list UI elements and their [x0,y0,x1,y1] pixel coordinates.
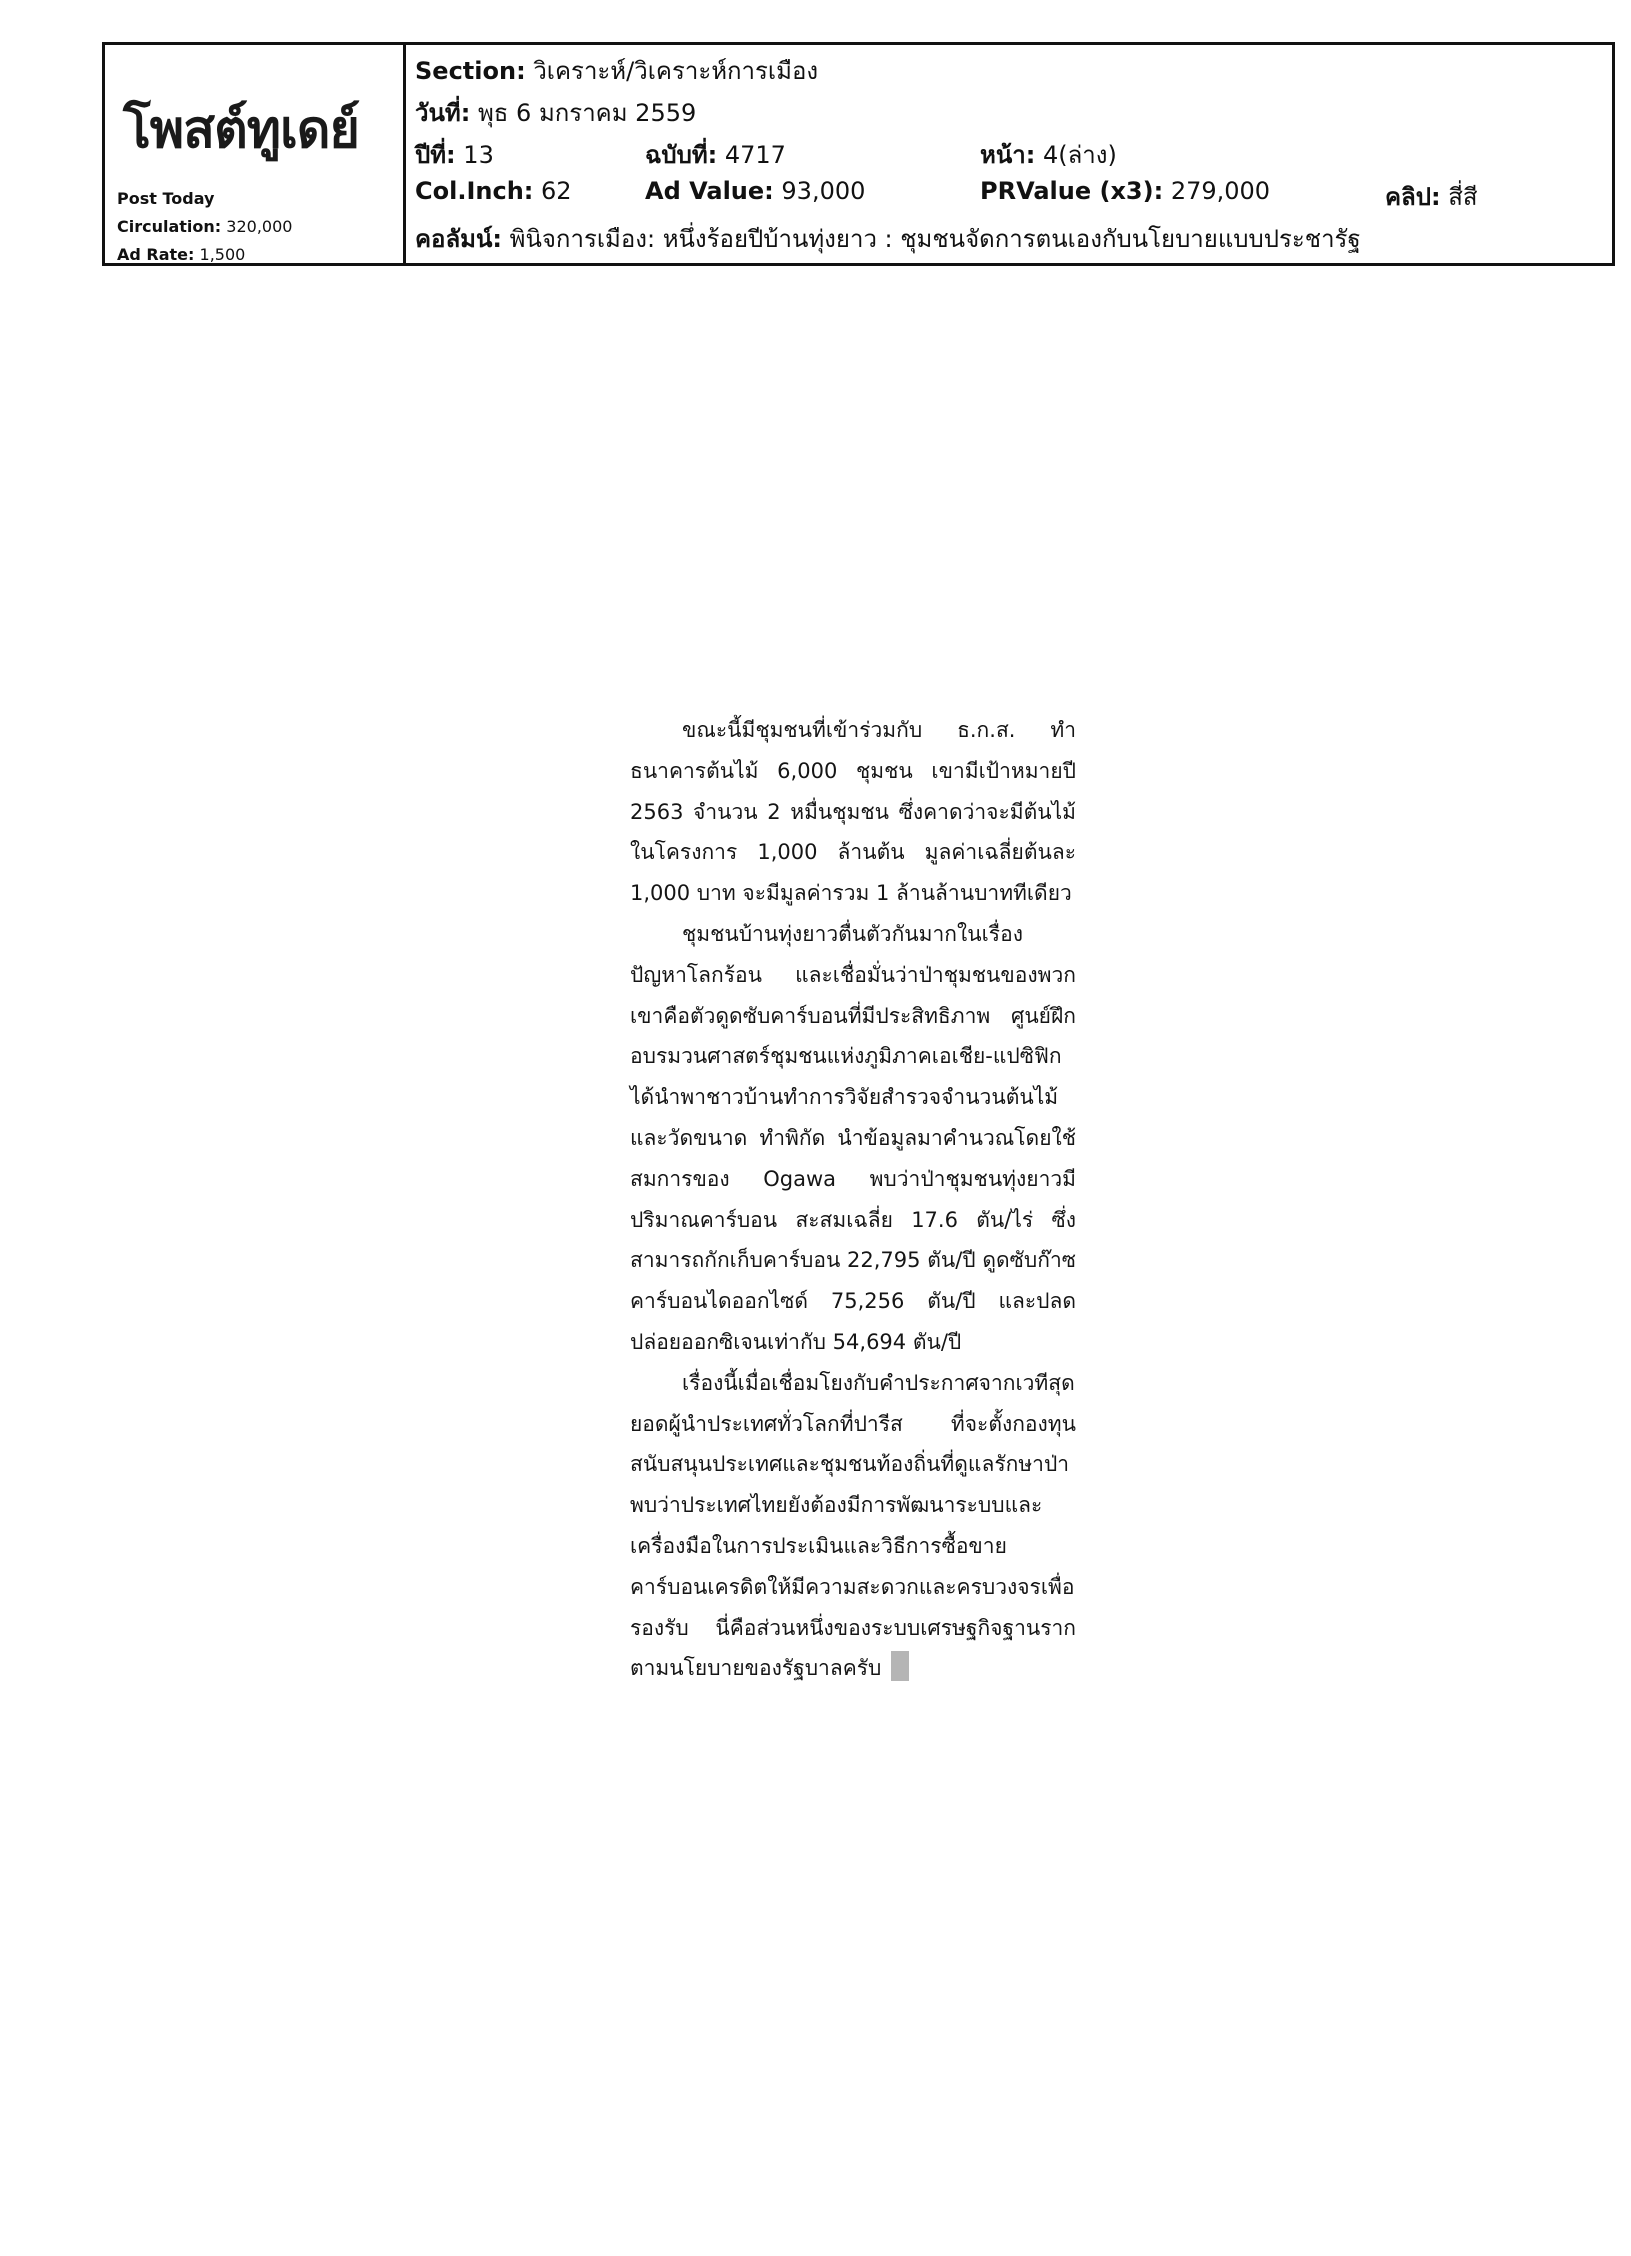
col-inch-field: Col.Inch: 62 [415,177,572,205]
column-row [415,219,1612,258]
section-row [415,51,1612,90]
page-field: หน้า: 4(ล่าง) [980,141,1117,169]
section-label: Section: [415,57,526,85]
issue-field: ฉบับที่: 4717 [645,141,786,169]
ad-rate: Ad Rate: 1,500 [117,245,246,264]
publication-logo: โพสต์ทูเดย์ [123,100,360,160]
article-paragraph: ชุมชนบ้านทุ่งยาวตื่นตัวกันมากในเรื่องปัญหาโลกร้อน และเชื่อมั่นว่าป่าชุมชนของพวกเขาคือตัวดูดซับคาร์บอนที่มีประสิทธิภาพ ศูนย์ฝึกอบรมวนศาสตร์ชุมชนแห่งภูมิภาคเอเชีย-แปซิฟิก ได้นำพาชาวบ้านทำการวิจัยสำรวจจำนวนต้นไม้และวัดขนาด ทำพิกัด นำข้อมูลมาคำนวณโดยใช้สมการของ Ogawa พบว่าป่าชุมชนทุ่งยาวมีปริมาณคาร์บอน สะสมเฉลี่ย 17.6 ตัน/ไร่ ซึ่งสามารถกักเก็บคาร์บอน 22,795 ตัน/ปี ดูดซับก๊าซคาร์บอนไดออกไซด์ 75,256 ตัน/ปี และปลดปล่อยออกซิเจนเท่ากับ 54,694 ตัน/ปี [630,921,1076,1354]
ad-value-field: Ad Value: 93,000 [645,177,866,205]
clip-field: คลิป: สี่สี [1385,183,1478,211]
article-paragraph: ขณะนี้มีชุมชนที่เข้าร่วมกับ ธ.ก.ส. ทำธนาคารต้นไม้ 6,000 ชุมชน เขามีเป้าหมายปี 2563 จำนวน 2 หมื่นชุมชน ซึ่งคาดว่าจะมีต้นไม้ในโครงการ 1,000 ล้านต้น มูลค่าเฉลี่ยต้นละ 1,000 บาท จะมีมูลค่ารวม 1 ล้านล้านบาททีเดียว [630,718,1076,906]
column-label: คอลัมน์: [415,225,502,253]
clipping-fields [415,45,1612,263]
clipping-header [102,42,1615,266]
column-value: พินิจการเมือง: หนึ่งร้อยปีบ้านทุ่งยาว : ชุมชนจัดการตนเองกับนโยบายแบบประชารัฐ [509,225,1361,253]
circulation: Circulation: 320,000 [117,217,293,236]
end-of-article-marker [891,1651,909,1681]
section-value: วิเคราะห์/วิเคราะห์การเมือง [533,57,819,85]
publication-logo-cell [105,45,406,263]
article-paragraph: เรื่องนี้เมื่อเชื่อมโยงกับคำประกาศจากเวทีสุดยอดผู้นำประเทศทั่วโลกที่ปารีส ที่จะตั้งกองทุนสนับสนุนประเทศและชุมชนท้องถิ่นที่ดูแลรักษาป่า พบว่าประเทศไทยยังต้องมีการพัฒนาระบบและเครื่องมือในการประเมินและวิธีการซื้อขายคาร์บอนเครดิตให้มีความสะดวกและครบวงจรเพื่อรองรับ นี่คือส่วนหนึ่งของระบบเศรษฐกิจฐานรากตามนโยบายของรัฐบาลครับ [630,1370,1076,1681]
article-body [630,710,1076,1689]
pr-value-field: PRValue (x3): 279,000 [980,177,1271,205]
year-field: ปีที่: 13 [415,141,494,169]
date-value: พุธ 6 มกราคม 2559 [477,99,697,127]
publication-name: Post Today [117,189,215,208]
date-label: วันที่: [415,99,471,127]
date-row [415,93,1612,132]
